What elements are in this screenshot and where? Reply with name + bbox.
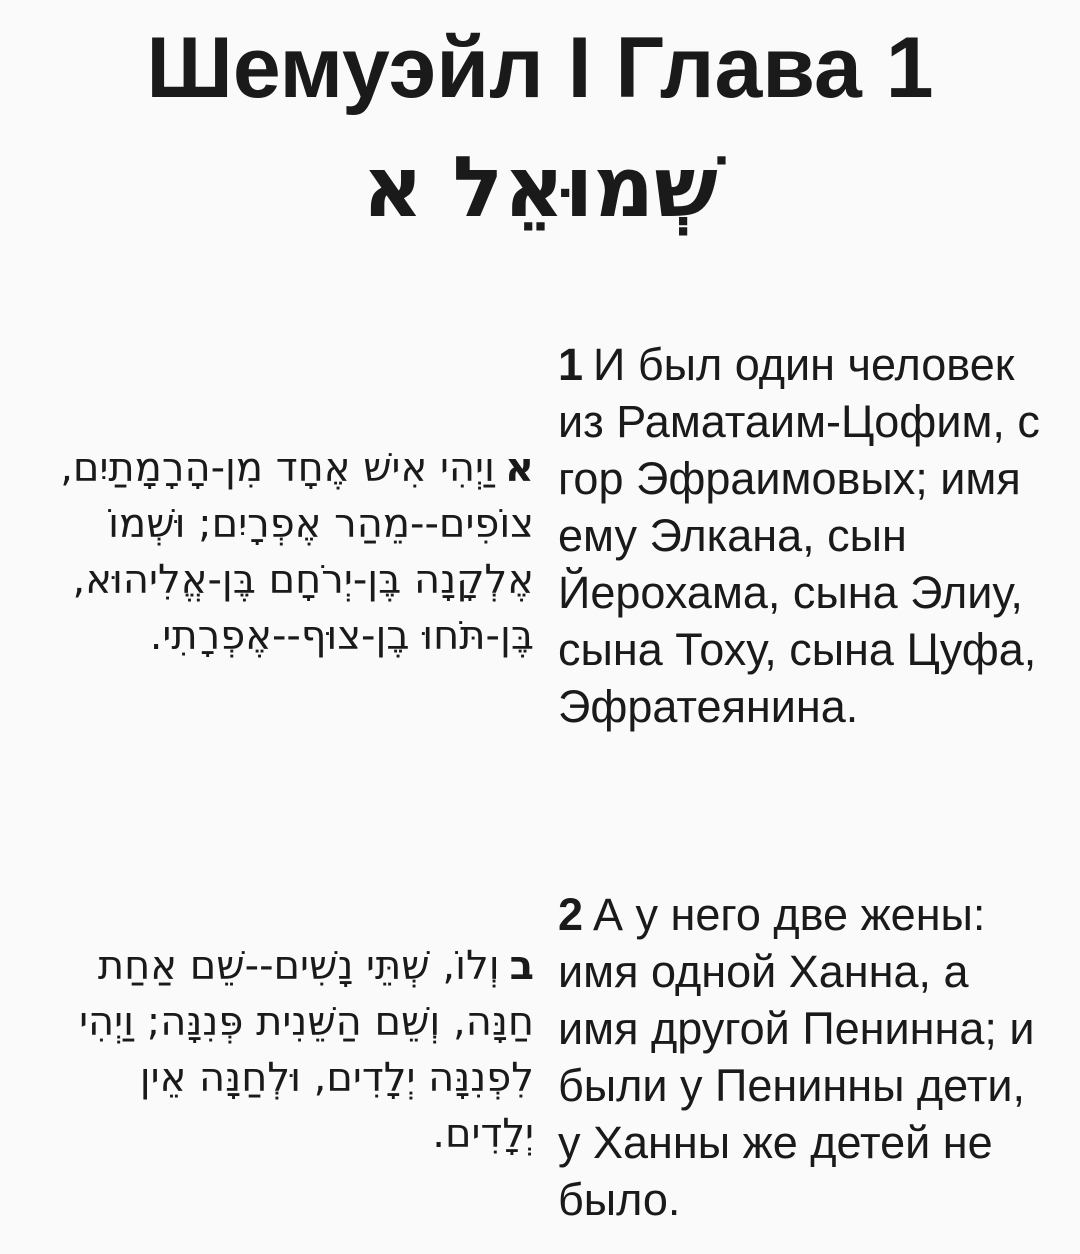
verse-russian-text bbox=[558, 336, 1048, 735]
verse-hebrew-text bbox=[44, 440, 534, 664]
verse-1 bbox=[0, 336, 1080, 856]
verse-hebrew-text bbox=[44, 938, 534, 1162]
verse-russian-number: 2 bbox=[558, 889, 584, 940]
verse-hebrew-number: ב bbox=[509, 943, 534, 989]
verse-russian-number: 1 bbox=[558, 339, 584, 390]
verse-hebrew-body: וַיְהִי אִישׁ אֶחָד מִן-הָרָמָתַיִם, צוֹפִים--מֵהַר אֶפְרָיִם; וּשְׁמוֹ אֶלְקָנָה בֶּן-יְרֹחָם בֶּן-אֱלִיהוּא, בֶּן-תֹּחוּ בֶן-צוּף--אֶפְרָתִי. bbox=[60, 445, 534, 659]
verse-russian-body: А у него две жены: имя одной Ханна, а имя другой Пенинна; и были у Пенинны дети, у Ханны же детей не было. bbox=[558, 889, 1035, 1225]
page-title: Шемуэйл I Глава 1 bbox=[146, 20, 934, 116]
verse-2 bbox=[0, 886, 1080, 1226]
hebrew-book-title: שְׁמוּאֵל א bbox=[362, 138, 718, 236]
verse-russian-body: И был один человек из Раматаим-Цофим, с гор Эфраимовых; имя ему Элкана, сын Йерохама, сына Элиу, сына Тоху, сына Цуфа, Эфратеянина. bbox=[558, 339, 1040, 732]
verse-russian-text bbox=[558, 886, 1048, 1228]
verse-hebrew-number: א bbox=[504, 445, 534, 491]
verse-hebrew-body: וְלוֹ, שְׁתֵּי נָשִׁים--שֵׁם אַחַת חַנָּה, וְשֵׁם הַשֵּׁנִית פְּנִנָּה; וַיְהִי לִפְנִנָּה יְלָדִים, וּלְחַנָּה אֵין יְלָדִים. bbox=[79, 943, 534, 1157]
